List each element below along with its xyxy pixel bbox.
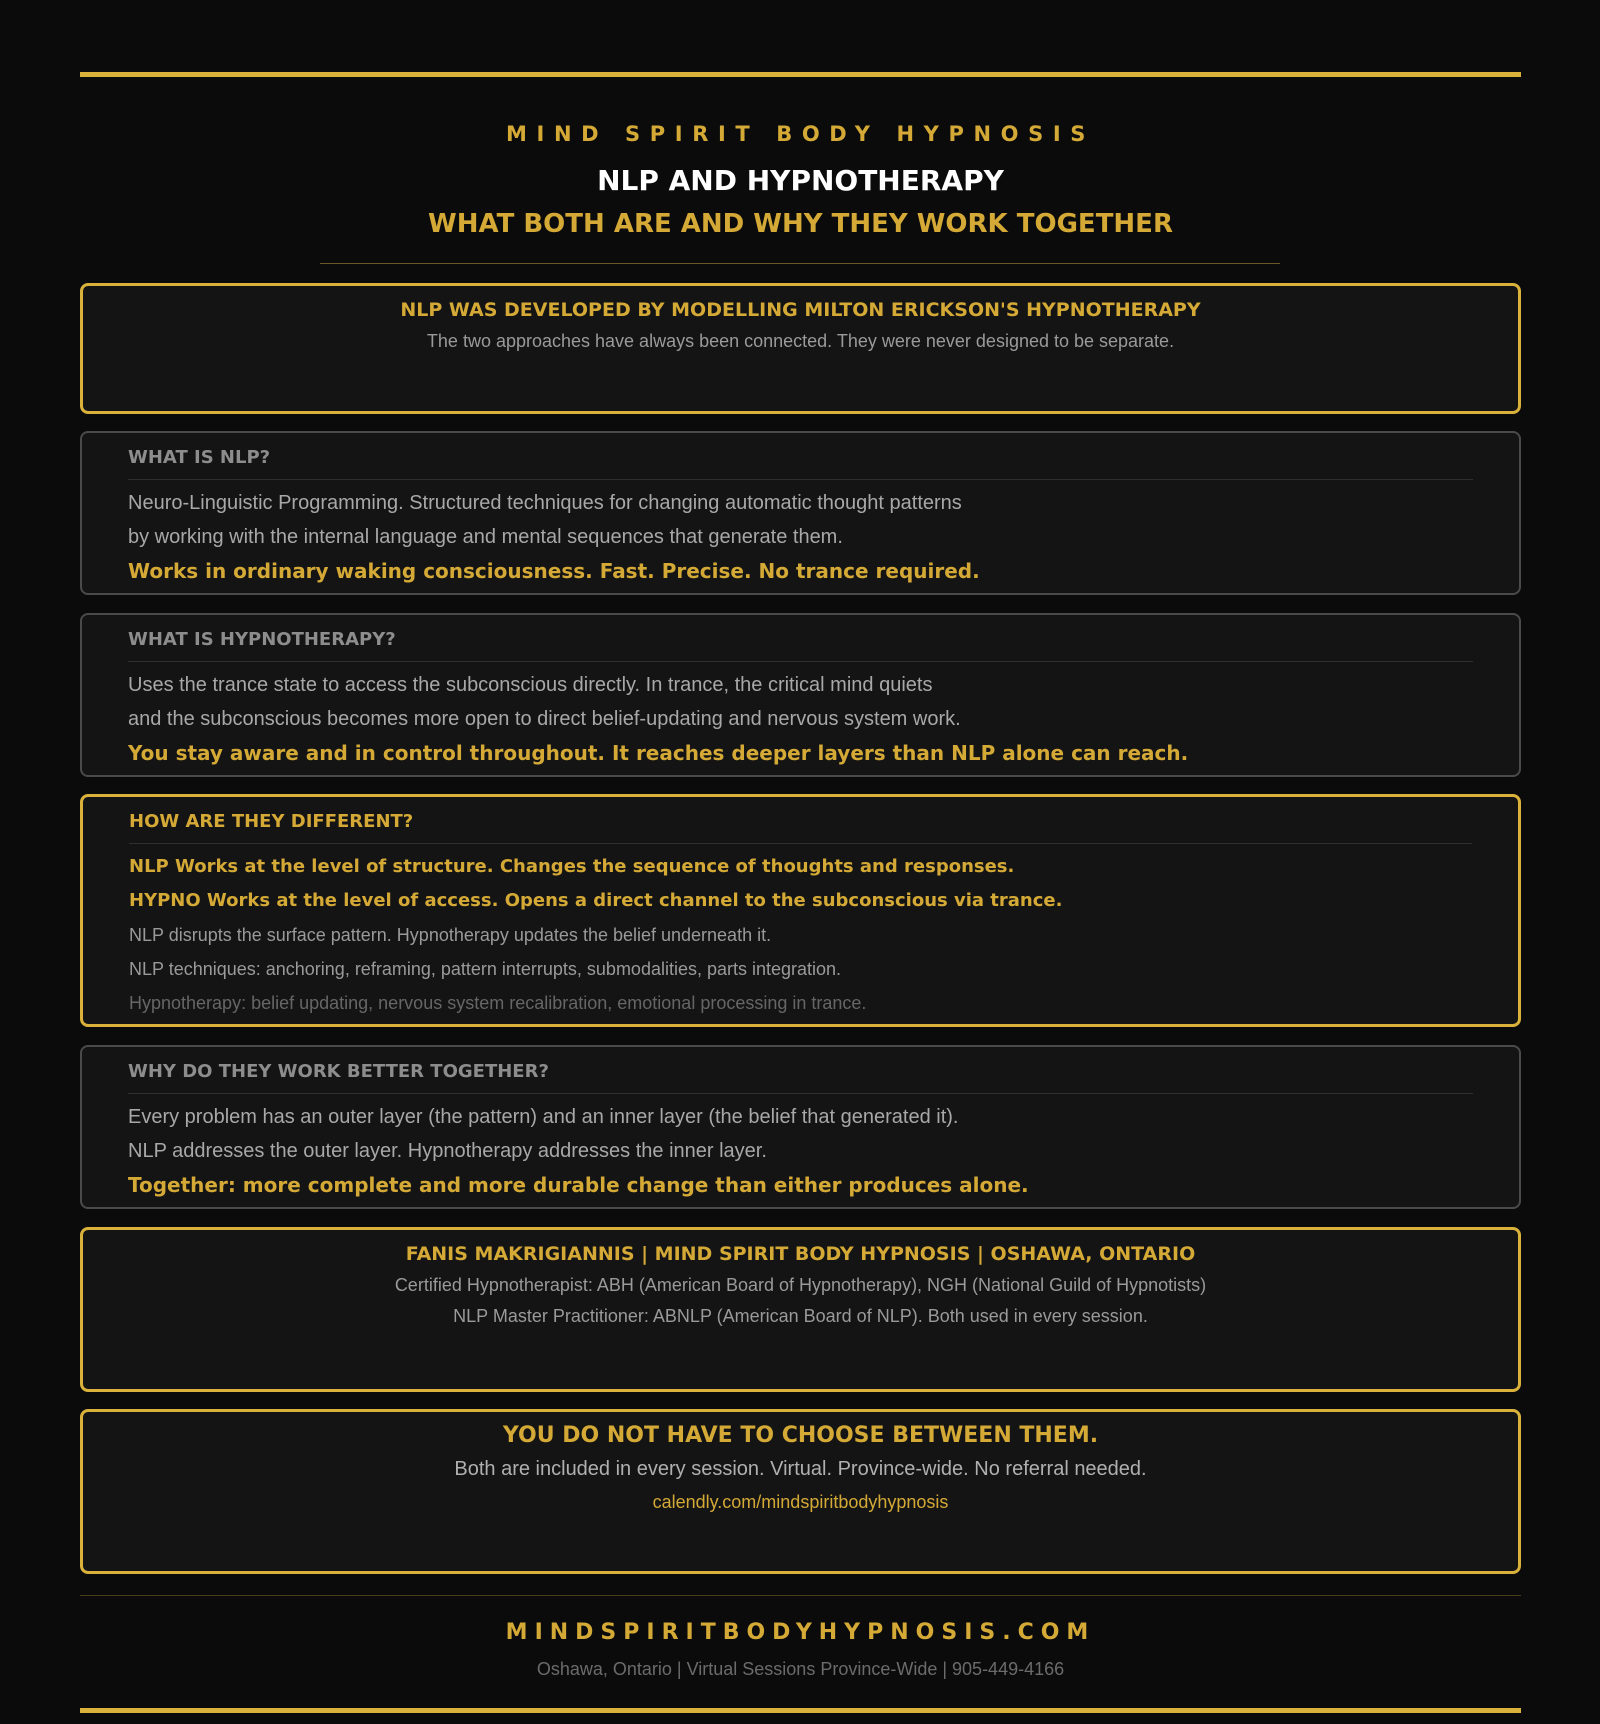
cta-heading: YOU DO NOT HAVE TO CHOOSE BETWEEN THEM. [502,1423,1099,1448]
bottom-gold-rule [80,1708,1521,1713]
nlp-heading: WHAT IS NLP? [128,447,1473,480]
brand-name: MIND SPIRIT BODY HYPNOSIS [506,122,1095,146]
difference-hypno-line: HYPNO Works at the level of access. Opens a direct channel to the subconscious via trance. [129,890,1063,911]
page-title: NLP AND HYPNOTHERAPY [597,164,1004,197]
hypno-line-2: and the subconscious becomes more open to direct belief-updating and nervous system work. [128,708,961,730]
hypno-card [80,613,1521,777]
hypno-emphasis: You stay aware and in control throughout. It reaches deeper layers than NLP alone can reach. [128,741,1189,765]
nlp-emphasis: Works in ordinary waking consciousness. Fast. Precise. No trance required. [128,559,980,583]
footer-website[interactable]: MINDSPIRITBODYHYPNOSIS.COM [505,1620,1096,1645]
intro-heading: NLP WAS DEVELOPED BY MODELLING MILTON ERICKSON'S HYPNOTHERAPY [400,299,1201,321]
credentials-card [80,1227,1521,1392]
together-card [80,1045,1521,1209]
cta-card [80,1409,1521,1574]
header-divider [320,263,1280,264]
intro-card [80,283,1521,414]
difference-line-3: NLP disrupts the surface pattern. Hypnotherapy updates the belief underneath it. [129,925,772,945]
together-line-1: Every problem has an outer layer (the pattern) and an inner layer (the belief that generated it). [128,1106,959,1128]
hypno-line-1: Uses the trance state to access the subconscious directly. In trance, the critical mind quiets [128,674,933,696]
credentials-line-1: Certified Hypnotherapist: ABH (American Board of Hypnotherapy), NGH (National Guild of Hypnotists) [394,1275,1207,1295]
together-line-2: NLP addresses the outer layer. Hypnotherapy addresses the inner layer. [128,1140,767,1162]
nlp-card [80,431,1521,595]
footer-contact-info: Oshawa, Ontario | Virtual Sessions Province-Wide | 905-449-4166 [536,1659,1065,1679]
together-heading: WHY DO THEY WORK BETTER TOGETHER? [128,1061,1473,1094]
difference-heading: HOW ARE THEY DIFFERENT? [129,811,1472,844]
nlp-line-2: by working with the internal language and mental sequences that generate them. [128,526,843,548]
credentials-line-2: NLP Master Practitioner: ABNLP (American Board of NLP). Both used in every session. [453,1306,1148,1326]
difference-nlp-line: NLP Works at the level of structure. Changes the sequence of thoughts and responses. [129,856,1015,877]
top-gold-rule [80,72,1521,77]
booking-link[interactable]: calendly.com/mindspiritbodyhypnosis [652,1492,949,1512]
credentials-heading: FANIS MAKRIGIANNIS | MIND SPIRIT BODY HYPNOSIS | OSHAWA, ONTARIO [405,1243,1196,1265]
together-emphasis: Together: more complete and more durable change than either produces alone. [128,1173,1029,1197]
page-subtitle: WHAT BOTH ARE AND WHY THEY WORK TOGETHER [428,209,1173,239]
difference-line-5: Hypnotherapy: belief updating, nervous system recalibration, emotional processing in trance. [129,993,867,1013]
cta-text: Both are included in every session. Virtual. Province-wide. No referral needed. [454,1458,1147,1480]
nlp-line-1: Neuro-Linguistic Programming. Structured techniques for changing automatic thought patterns [128,492,962,514]
difference-card [80,794,1521,1027]
intro-text: The two approaches have always been connected. They were never designed to be separate. [426,331,1175,351]
footer-divider [80,1595,1521,1596]
difference-line-4: NLP techniques: anchoring, reframing, pattern interrupts, submodalities, parts integration. [129,959,842,979]
hypno-heading: WHAT IS HYPNOTHERAPY? [128,629,1473,662]
